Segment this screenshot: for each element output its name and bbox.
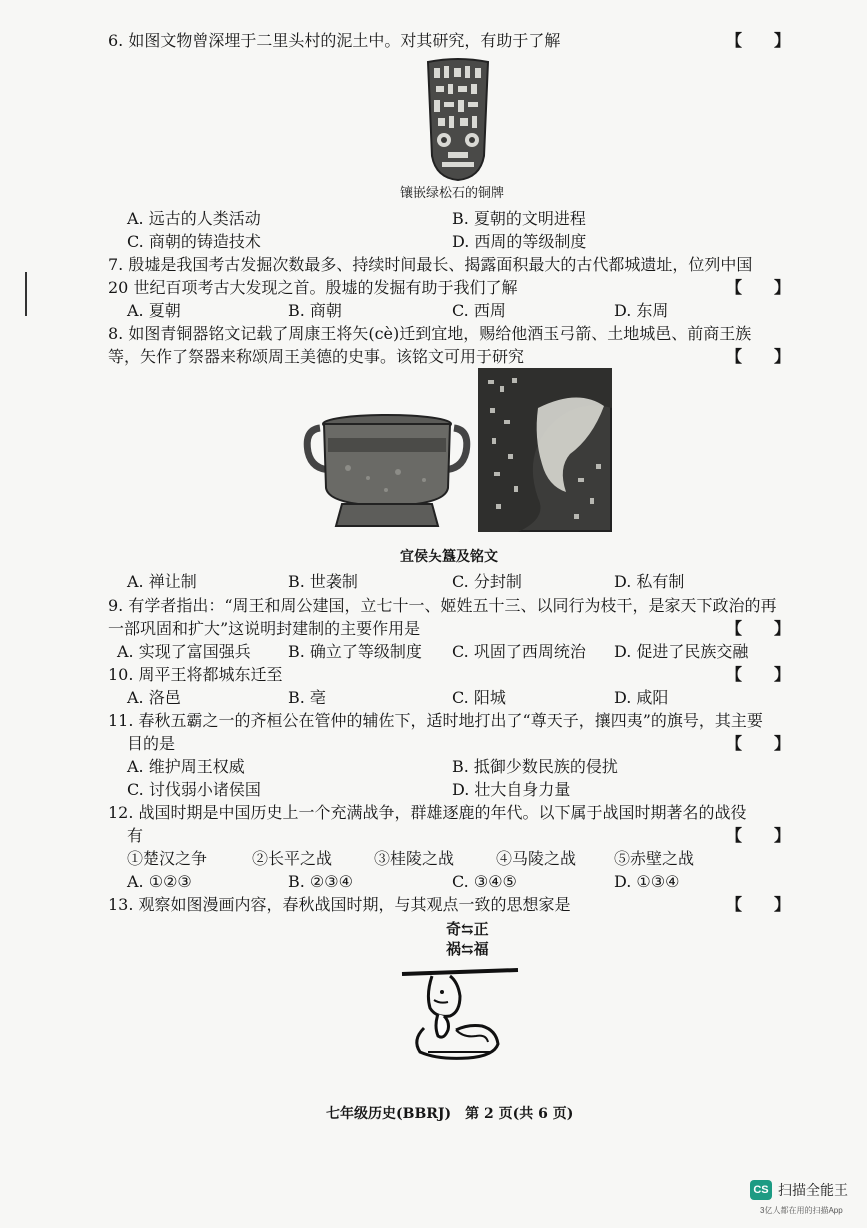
q7-option-b: B. 商朝 bbox=[288, 301, 342, 320]
q12-bracket: 【 】 bbox=[726, 826, 791, 845]
q9-option-c: C. 巩固了西周统治 bbox=[452, 642, 586, 661]
philosopher-cartoon-figure bbox=[398, 960, 522, 1064]
q12-stem-line1: 12. 战国时期是中国历史上一个充满战争，群雄逐鹿的年代。以下属于战国时期著名的战役 bbox=[108, 803, 747, 822]
scanner-logo-icon: CS bbox=[750, 1180, 772, 1200]
q10-option-c: C. 阳城 bbox=[452, 688, 506, 707]
q6-option-a: A. 远古的人类活动 bbox=[127, 209, 261, 228]
q12-item-2: ②长平之战 bbox=[252, 849, 333, 868]
cartoon-label-top: 奇⇆正 bbox=[446, 920, 489, 938]
bronze-gui-vessel-figure bbox=[298, 408, 476, 532]
q9-option-d: D. 促进了民族交融 bbox=[614, 642, 749, 661]
q6-option-c: C. 商朝的铸造技术 bbox=[127, 232, 261, 251]
q12-item-5: ⑤赤壁之战 bbox=[614, 849, 695, 868]
q7-bracket: 【 】 bbox=[726, 278, 791, 297]
q10-stem: 10. 周平王将都城东迁至 bbox=[108, 665, 283, 684]
q7-option-d: D. 东周 bbox=[614, 301, 669, 320]
q8-stem-line1: 8. 如图青铜器铭文记载了周康王将矢(cè)迁到宜地，赐给他酒玉弓箭、土地城邑、前商王族 bbox=[108, 324, 752, 343]
q11-stem-line1: 11. 春秋五霸之一的齐桓公在管仲的辅佐下，适时地打出了“尊天子，攘四夷”的旗号，其主要 bbox=[108, 711, 763, 730]
q8-option-b: B. 世袭制 bbox=[288, 572, 358, 591]
q12-option-b: B. ②③④ bbox=[288, 872, 353, 891]
q12-item-1: ①楚汉之争 bbox=[127, 849, 208, 868]
q7-stem-line1: 7. 殷墟是我国考古发掘次数最多、持续时间最长、揭露面积最大的古代都城遗址，位列中国 bbox=[108, 255, 753, 274]
q9-bracket: 【 】 bbox=[726, 619, 791, 638]
q10-bracket: 【 】 bbox=[726, 665, 791, 684]
q13-stem: 13. 观察如图漫画内容，春秋战国时期，与其观点一致的思想家是 bbox=[108, 895, 571, 914]
q6-stem: 6. 如图文物曾深埋于二里头村的泥土中。对其研究，有助于了解 bbox=[108, 31, 561, 50]
q8-option-d: D. 私有制 bbox=[614, 572, 685, 591]
q9-option-b: B. 确立了等级制度 bbox=[288, 642, 422, 661]
q8-bracket: 【 】 bbox=[726, 347, 791, 366]
q10-option-a: A. 洛邑 bbox=[127, 688, 181, 707]
q12-option-c: C. ③④⑤ bbox=[452, 872, 517, 891]
q6-option-d: D. 西周的等级制度 bbox=[452, 232, 587, 251]
scanner-name: 扫描全能王 bbox=[778, 1182, 848, 1198]
q11-option-b: B. 抵御少数民族的侵扰 bbox=[452, 757, 618, 776]
q7-option-a: A. 夏朝 bbox=[127, 301, 181, 320]
scanner-tagline: 3亿人都在用的扫描App bbox=[760, 1206, 843, 1215]
q12-option-a: A. ①②③ bbox=[127, 872, 192, 891]
cartoon-label-bottom: 祸⇆福 bbox=[446, 940, 489, 958]
q10-option-d: D. 咸阳 bbox=[614, 688, 669, 707]
q12-option-d: D. ①③④ bbox=[614, 872, 680, 891]
q8-option-c: C. 分封制 bbox=[452, 572, 522, 591]
q12-item-3: ③桂陵之战 bbox=[374, 849, 455, 868]
q8-figure-caption: 宜侯夨簋及铭文 bbox=[400, 549, 498, 565]
q11-option-d: D. 壮大自身力量 bbox=[452, 780, 571, 799]
q11-option-c: C. 讨伐弱小诸侯国 bbox=[127, 780, 261, 799]
q11-stem-line2: 目的是 bbox=[127, 734, 176, 753]
q11-option-a: A. 维护周王权威 bbox=[127, 757, 245, 776]
q11-bracket: 【 】 bbox=[726, 734, 791, 753]
q9-option-a: A. 实现了富国强兵 bbox=[117, 642, 251, 661]
q7-option-c: C. 西周 bbox=[452, 301, 506, 320]
scanner-badge bbox=[750, 1180, 848, 1200]
q6-bracket: 【 】 bbox=[726, 31, 791, 50]
page-footer: 七年级历史(BBRJ) 第 2 页(共 6 页) bbox=[326, 1106, 574, 1122]
q12-stem-line2: 有 bbox=[127, 826, 144, 845]
q9-stem-line2: 一部巩固和扩大”这说明封建制的主要作用是 bbox=[108, 619, 421, 638]
q8-option-a: A. 禅让制 bbox=[127, 572, 197, 591]
q6-figure-caption: 镶嵌绿松石的铜牌 bbox=[400, 186, 505, 201]
q13-bracket: 【 】 bbox=[726, 895, 791, 914]
q6-option-b: B. 夏朝的文明进程 bbox=[452, 209, 586, 228]
q8-stem-line2: 等，矢作了祭器来称颂周王美德的史事。该铭文可用于研究 bbox=[108, 347, 525, 366]
q9-stem-line1: 9. 有学者指出：“周王和周公建国，立七十一、姬姓五十三、以同行为枝干，是家天下政治的再 bbox=[108, 596, 777, 615]
q7-stem-line2: 20 世纪百项考古大发现之首。殷墟的发掘有助于我们了解 bbox=[108, 278, 518, 297]
q12-item-4: ④马陵之战 bbox=[496, 849, 577, 868]
bronze-inscription-rubbing-figure bbox=[478, 368, 612, 532]
margin-mark bbox=[25, 272, 27, 316]
q10-option-b: B. 亳 bbox=[288, 688, 326, 707]
bronze-plaque-figure bbox=[418, 56, 498, 184]
